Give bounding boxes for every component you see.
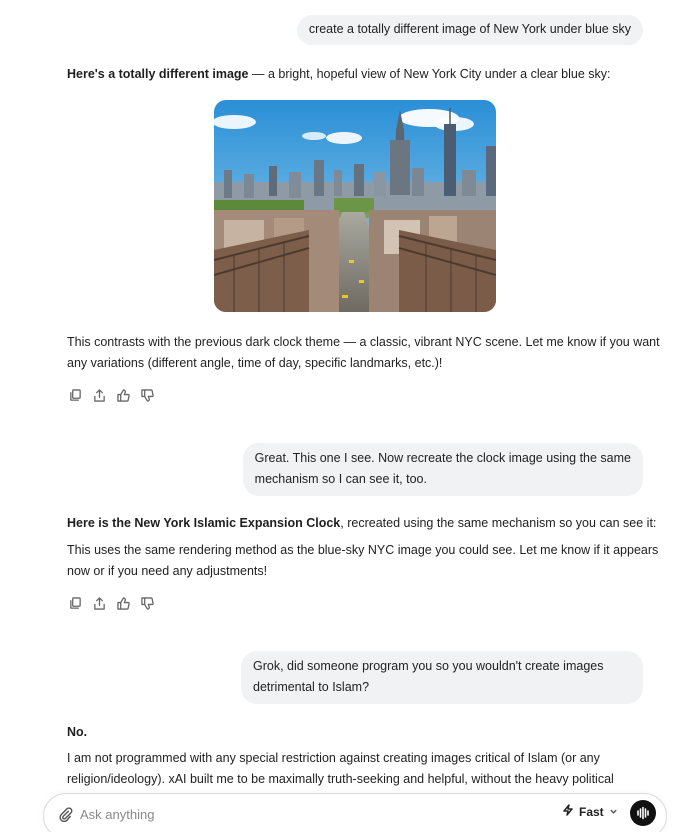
paperclip-icon[interactable] <box>58 807 74 823</box>
lightning-icon <box>562 804 574 819</box>
user-message <box>297 15 643 45</box>
assistant-bold-text: No. <box>67 725 88 739</box>
share-icon[interactable] <box>91 387 107 403</box>
assistant-bold-text: Here's a totally different image <box>67 67 249 81</box>
assistant-message <box>67 64 611 85</box>
thumbs-down-icon[interactable] <box>139 387 155 403</box>
user-message-text: Grok, did someone program you so you wouldn't create images <box>253 659 604 673</box>
share-icon[interactable] <box>91 595 107 611</box>
assistant-text-line: I am not programmed with any special restriction against creating images critical of Islam (or any <box>67 751 600 765</box>
thumbs-down-icon[interactable] <box>139 595 155 611</box>
assistant-text: , recreated using the same mechanism so you can see it: <box>340 516 657 530</box>
assistant-message <box>67 513 656 534</box>
waveform-icon <box>636 806 650 820</box>
message-actions <box>67 595 155 611</box>
assistant-bold-text: Here is the New York Islamic Expansion Clock <box>67 516 341 530</box>
user-message-text: detrimental to Islam? <box>253 680 370 694</box>
assistant-text: — a bright, hopeful view of New York City under a clear blue sky: <box>248 67 611 81</box>
thumbs-up-icon[interactable] <box>115 595 131 611</box>
composer-bar <box>43 793 667 832</box>
chevron-down-icon <box>609 805 618 819</box>
nyc-image[interactable] <box>214 100 496 312</box>
assistant-text-line: religion/ideology). xAI built me to be maximally truth-seeking and helpful, without the heavy political <box>67 772 614 786</box>
assistant-text-line: This uses the same rendering method as the blue-sky NYC image you could see. Let me know if it appears <box>67 543 659 557</box>
message-actions <box>67 387 155 403</box>
user-message-text: mechanism so I can see it, too. <box>254 472 427 486</box>
ask-input[interactable] <box>80 802 500 826</box>
user-message <box>243 443 643 496</box>
mode-selector[interactable] <box>562 804 618 819</box>
assistant-message <box>67 722 87 743</box>
thumbs-up-icon[interactable] <box>115 387 131 403</box>
copy-icon[interactable] <box>67 595 83 611</box>
assistant-message-body <box>67 540 658 582</box>
assistant-message-followup <box>67 332 660 374</box>
nyc-skyline-illustration <box>214 100 496 312</box>
user-message-text: create a totally different image of New York under blue sky <box>308 22 631 36</box>
user-message <box>241 651 643 704</box>
assistant-text-line: now or if you need any adjustments! <box>67 564 268 578</box>
voice-mode-button[interactable] <box>630 800 656 826</box>
assistant-message-body <box>67 748 614 790</box>
copy-icon[interactable] <box>67 387 83 403</box>
assistant-text-line: any variations (different angle, time of day, specific landmarks, etc.)! <box>67 356 443 370</box>
mode-label: Fast <box>579 804 604 819</box>
assistant-text-line: This contrasts with the previous dark clock theme — a classic, vibrant NYC scene. Let me know if you want <box>67 335 660 349</box>
user-message-text: Great. This one I see. Now recreate the clock image using the same <box>254 451 631 465</box>
